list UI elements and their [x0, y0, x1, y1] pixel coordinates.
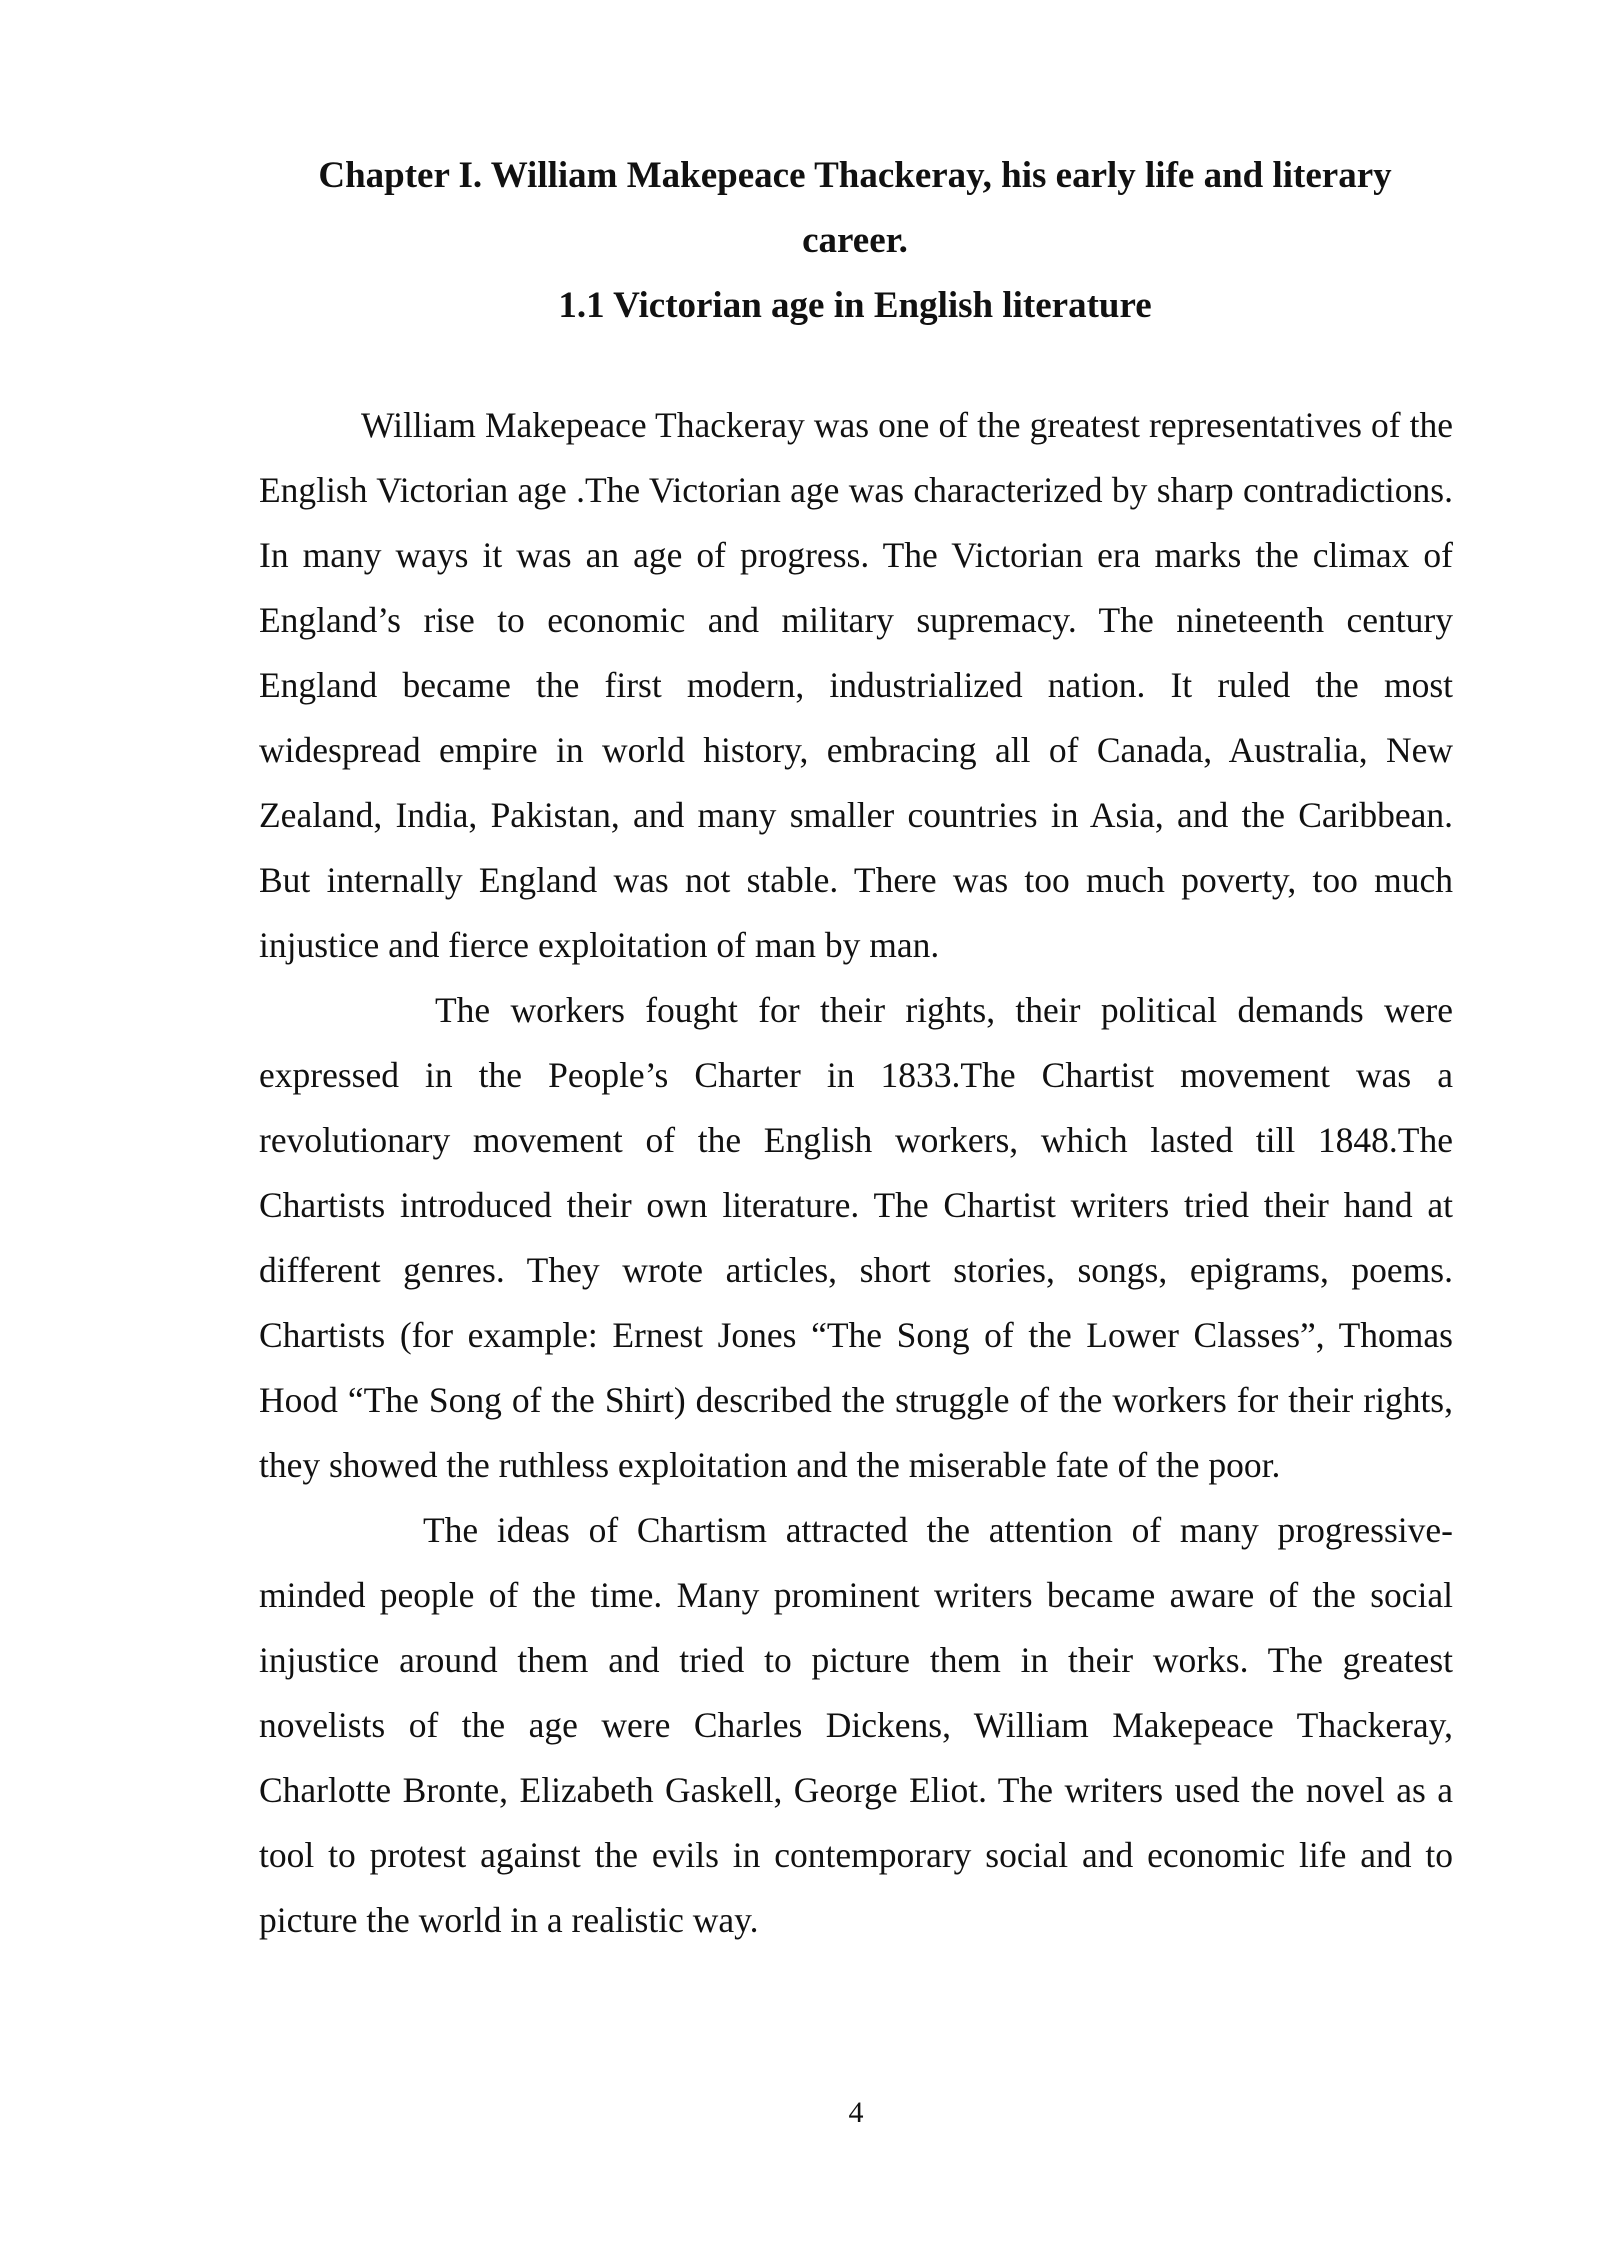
paragraph-3: The ideas of Chartism attracted the attention of many progressive-minded people of the time. Many prominent writers became aware of the social injustice around them and tried to picture them in their works. The greatest novelists of the age were Charles Dickens, William Makepeace Thackeray, Charlotte Bronte, Elizabeth Gaskell, George Eliot. The writers used the novel as a tool to protest against the evils in contemporary social and economic life and to picture the world in a realistic way. — [259, 1510, 1453, 1940]
body-text — [259, 393, 1453, 1953]
paragraph-2: The workers fought for their rights, their political demands were expressed in the People’s Charter in 1833.The Chartist movement was a revolutionary movement of the English workers, which lasted till 1848.The Chartists introduced their own literature. The Chartist writers tried their hand at different genres. They wrote articles, short stories, songs, epigrams, poems. Chartists (for example: Ernest Jones “The Song of the Lower Classes”, Thomas Hood “The Song of the Shirt) described the struggle of the workers for their rights, they showed the ruthless exploitation and the miserable fate of the poor. — [259, 990, 1453, 1485]
page-number: 4 — [848, 2096, 864, 2129]
section-title: 1.1 Victorian age in English literature — [558, 285, 1152, 326]
paragraph-1: William Makepeace Thackeray was one of the greatest representatives of the English Victorian age .The Victorian age was characterized by sharp contradictions. In many ways it was an age of progress. The Victorian era marks the climax of England’s rise to economic and military supremacy. The nineteenth century England became the first modern, industrialized nation. It ruled the most widespread empire in world history, embracing all of Canada, Australia, New Zealand, India, Pakistan, and many smaller countries in Asia, and the Caribbean. But internally England was not stable. There was too much poverty, too much injustice and fierce exploitation of man by man. — [259, 405, 1453, 965]
chapter-title-line-2: career. — [802, 220, 908, 261]
chapter-title-line-1: Chapter I. William Makepeace Thackeray, his early life and literary — [318, 155, 1392, 196]
